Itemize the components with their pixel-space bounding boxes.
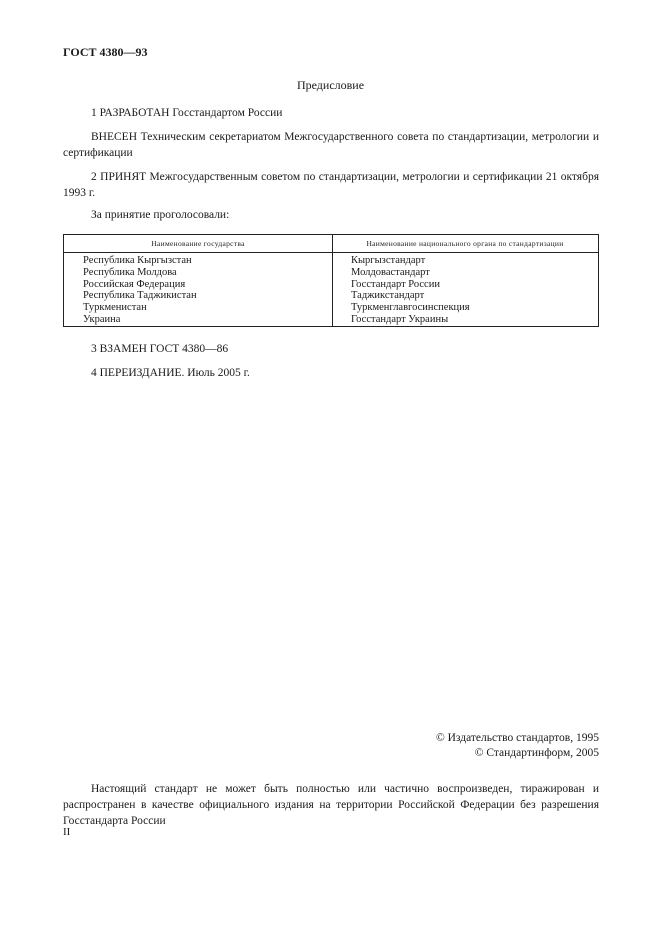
table-cell-body: Таджикстандарт bbox=[351, 290, 425, 302]
page-number: II bbox=[63, 826, 71, 838]
reproduction-notice: Настоящий стандарт не может быть полностью или частично воспроизведен, тиражирован и распространен в качестве официального издания на территории Российской Федерации без разрешения Госстандарта России bbox=[63, 783, 599, 827]
table-cell-state: Туркменистан bbox=[83, 302, 147, 314]
column-divider bbox=[332, 235, 333, 326]
copyright-standartinform: © Стандартинформ, 2005 bbox=[474, 747, 599, 759]
state-list bbox=[83, 255, 197, 326]
section-developed: 1 РАЗРАБОТАН Госстандартом России bbox=[91, 107, 283, 119]
table-cell-state: Российская Федерация bbox=[83, 278, 186, 290]
table-cell-body: Кыргызстандарт bbox=[351, 255, 426, 266]
column-header-body: Наименование национального органа по стандартизации bbox=[366, 239, 564, 248]
table-cell-body: Туркменглавгосинспекция bbox=[351, 302, 470, 314]
table-cell-state: Республика Молдова bbox=[83, 266, 177, 278]
section-introduced: ВНЕСЕН Техническим секретариатом Межгосударственного совета по стандартизации, метрологии и сертификации bbox=[63, 131, 599, 159]
section-adopted: 2 ПРИНЯТ Межгосударственным советом по стандартизации, метрологии и сертификации 21 октября 1993 г. bbox=[63, 171, 599, 199]
section-reissue: 4 ПЕРЕИЗДАНИЕ. Июль 2005 г. bbox=[91, 367, 250, 379]
table-cell-body: Госстандарт России bbox=[351, 278, 440, 290]
body-list bbox=[351, 255, 470, 326]
voting-table bbox=[63, 234, 599, 327]
copyright-publisher: © Издательство стандартов, 1995 bbox=[435, 732, 599, 744]
header-rule bbox=[64, 252, 598, 253]
section-replaces: 3 ВЗАМЕН ГОСТ 4380—86 bbox=[91, 343, 229, 355]
table-cell-state: Украина bbox=[83, 313, 121, 325]
table-cell-state: Республика Кыргызстан bbox=[83, 255, 192, 266]
document-code: ГОСТ 4380—93 bbox=[63, 45, 148, 59]
table-cell-body: Молдовастандарт bbox=[351, 266, 430, 278]
page-title: Предисловие bbox=[296, 78, 365, 92]
column-header-state: Наименование государства bbox=[151, 239, 245, 248]
table-cell-state: Республика Таджикистан bbox=[83, 290, 197, 302]
table-cell-body: Госстандарт Украины bbox=[351, 313, 449, 325]
section-voted: За принятие проголосовали: bbox=[91, 209, 230, 221]
